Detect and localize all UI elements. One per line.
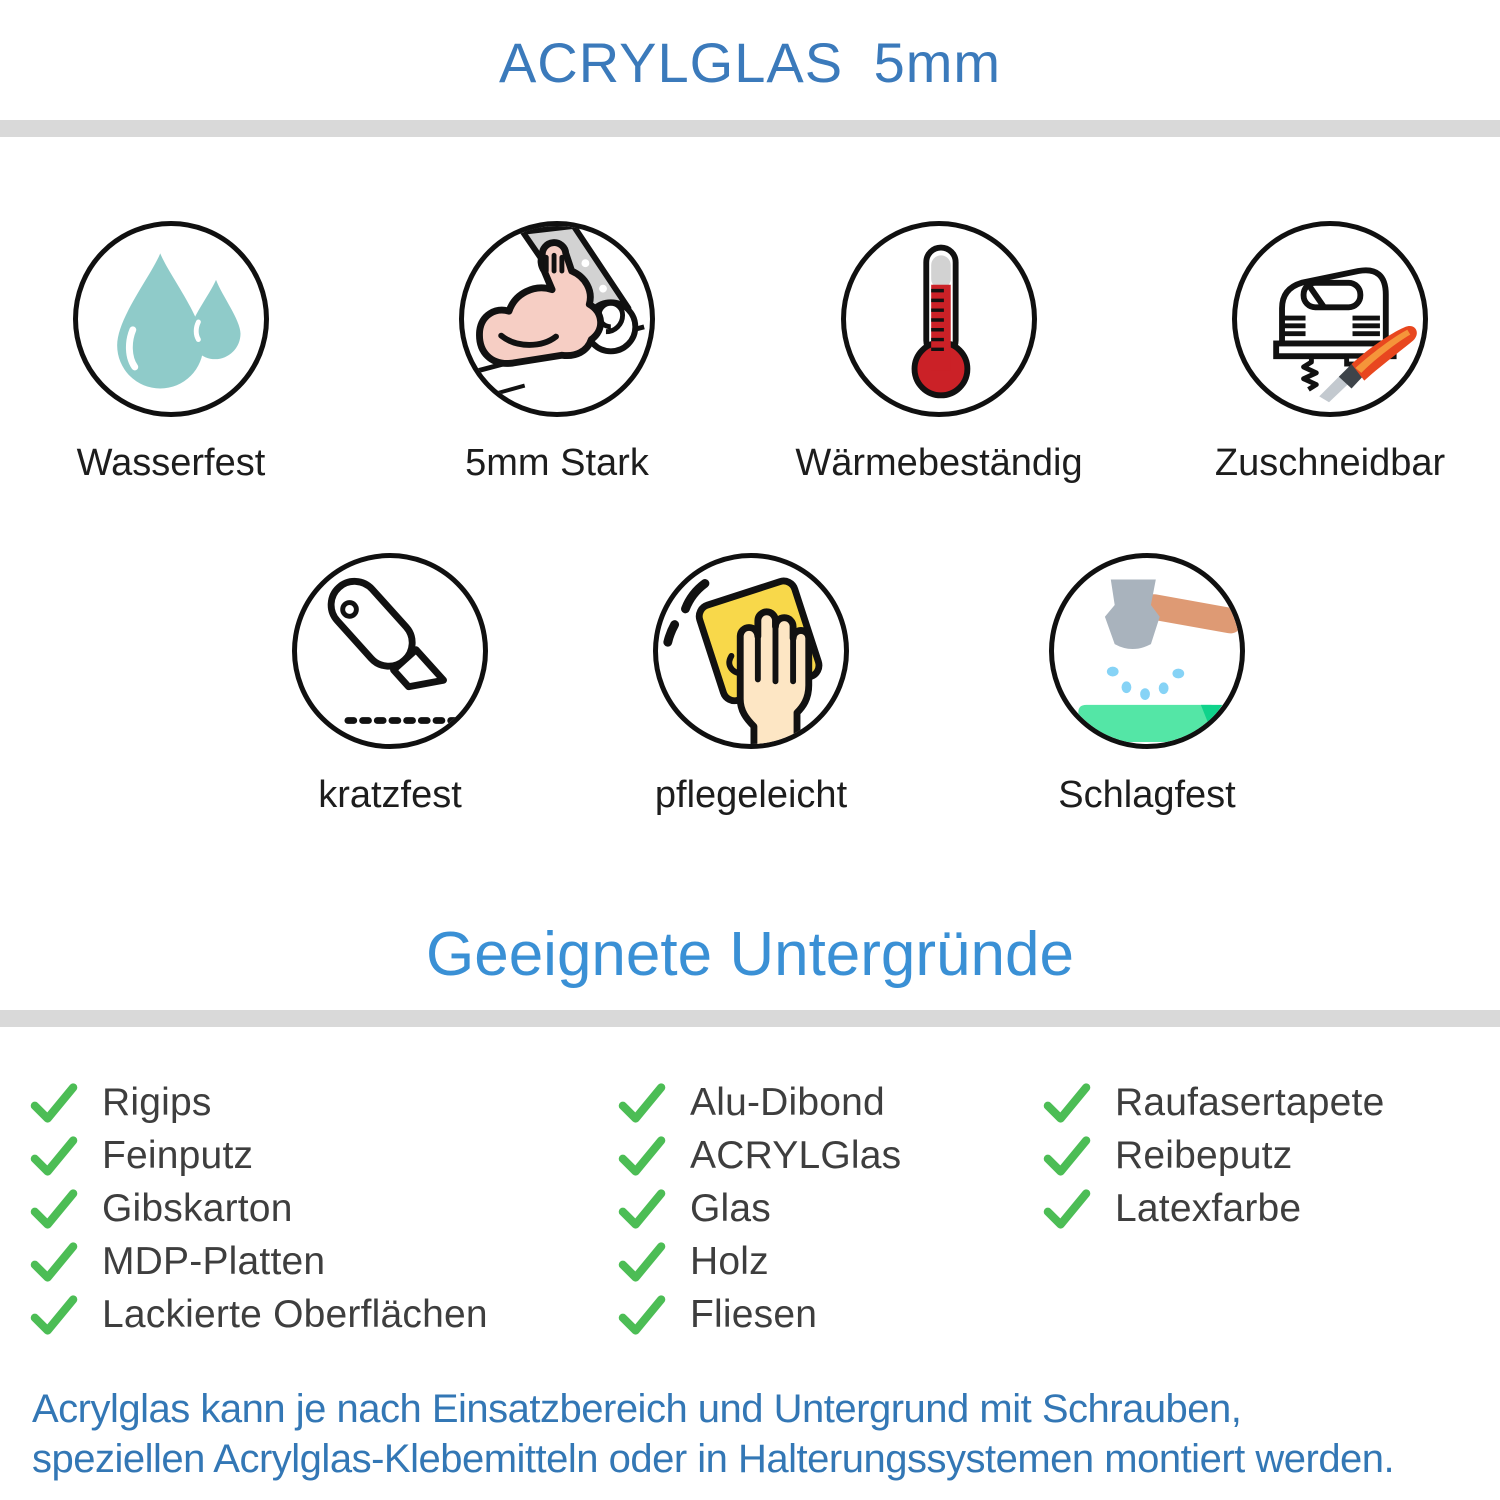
- surface-item: [30, 1182, 488, 1235]
- flexed-arm-roll-icon: [464, 226, 650, 412]
- surface-label: Holz: [690, 1239, 769, 1283]
- surface-item: [618, 1235, 901, 1288]
- feature-label: Schlagfest: [1058, 774, 1236, 816]
- surface-item: [618, 1288, 901, 1341]
- footer-line-2: speziellen Acrylglas-Klebemitteln oder in Halterungssystemen montiert werden.: [32, 1437, 1395, 1481]
- feature-wasserfest: [0, 221, 361, 485]
- feature-5mm-stark: [367, 221, 747, 485]
- feature-schlagfest: [957, 553, 1337, 817]
- surface-item: [30, 1235, 488, 1288]
- feature-label: 5mm Stark: [465, 442, 649, 484]
- surface-column-3: [1043, 1076, 1384, 1235]
- surface-label: Feinputz: [102, 1133, 254, 1177]
- feature-pflegeleicht: [561, 553, 941, 817]
- footer-note: [32, 1384, 1394, 1484]
- surface-item: [1043, 1182, 1384, 1235]
- feature-circle: [841, 221, 1037, 417]
- check-icon: [1043, 1188, 1091, 1230]
- feature-waermebestaendig: [749, 221, 1129, 485]
- surface-label: Reibeputz: [1115, 1133, 1293, 1177]
- page-title: ACRYLGLAS 5mm: [498, 31, 1002, 94]
- top-divider: [0, 120, 1500, 137]
- feature-label: kratzfest: [318, 774, 462, 816]
- surface-column-1: [30, 1076, 488, 1341]
- surface-label: Gibskarton: [102, 1186, 293, 1230]
- feature-label: Zuschneidbar: [1214, 442, 1446, 484]
- check-icon: [618, 1294, 666, 1336]
- check-icon: [618, 1241, 666, 1283]
- feature-zuschneidbar: [1140, 221, 1500, 485]
- check-icon: [30, 1082, 78, 1124]
- feature-label: Wärmebeständig: [795, 442, 1083, 484]
- check-icon: [618, 1188, 666, 1230]
- jigsaw-cutter-icon: [1237, 226, 1423, 412]
- check-icon: [1043, 1082, 1091, 1124]
- surface-column-2: [618, 1076, 901, 1341]
- surface-item: [30, 1129, 488, 1182]
- surface-item: [618, 1129, 901, 1182]
- surface-label: Glas: [690, 1186, 771, 1230]
- utility-knife-icon: [297, 558, 483, 744]
- surface-item: [1043, 1129, 1384, 1182]
- feature-circle: [1049, 553, 1245, 749]
- check-icon: [30, 1135, 78, 1177]
- check-icon: [618, 1135, 666, 1177]
- check-icon: [30, 1241, 78, 1283]
- feature-label: Wasserfest: [76, 442, 266, 484]
- surface-item: [30, 1076, 488, 1129]
- feature-circle: [653, 553, 849, 749]
- surface-label: Lackierte Oberflächen: [102, 1292, 488, 1336]
- feature-label: pflegeleicht: [654, 774, 848, 816]
- surface-item: [618, 1076, 901, 1129]
- feature-circle: [1232, 221, 1428, 417]
- feature-circle: [292, 553, 488, 749]
- hand-cloth-icon: [658, 558, 844, 744]
- feature-circle: [73, 221, 269, 417]
- surface-label: Raufasertapete: [1115, 1080, 1385, 1124]
- surface-item: [1043, 1076, 1384, 1129]
- surface-label: Alu-Dibond: [690, 1080, 885, 1124]
- check-icon: [618, 1082, 666, 1124]
- check-icon: [30, 1188, 78, 1230]
- check-icon: [30, 1294, 78, 1336]
- surface-item: [30, 1288, 488, 1341]
- footer-line-1: Acrylglas kann je nach Einsatzbereich und Untergrund mit Schrauben,: [32, 1387, 1242, 1431]
- hammer-impact-icon: [1054, 558, 1240, 744]
- surface-label: MDP-Platten: [102, 1239, 326, 1283]
- feature-kratzfest: [200, 553, 580, 817]
- check-icon: [1043, 1135, 1091, 1177]
- water-drops-icon: [78, 226, 264, 412]
- section-subtitle: Geeignete Untergründe: [425, 920, 1074, 989]
- surface-label: ACRYLGlas: [690, 1133, 902, 1177]
- surface-item: [618, 1182, 901, 1235]
- feature-circle: [459, 221, 655, 417]
- middle-divider: [0, 1010, 1500, 1027]
- surface-label: Fliesen: [690, 1292, 818, 1336]
- surface-label: Rigips: [102, 1080, 212, 1124]
- surface-label: Latexfarbe: [1115, 1186, 1302, 1230]
- thermometer-icon: [846, 226, 1032, 412]
